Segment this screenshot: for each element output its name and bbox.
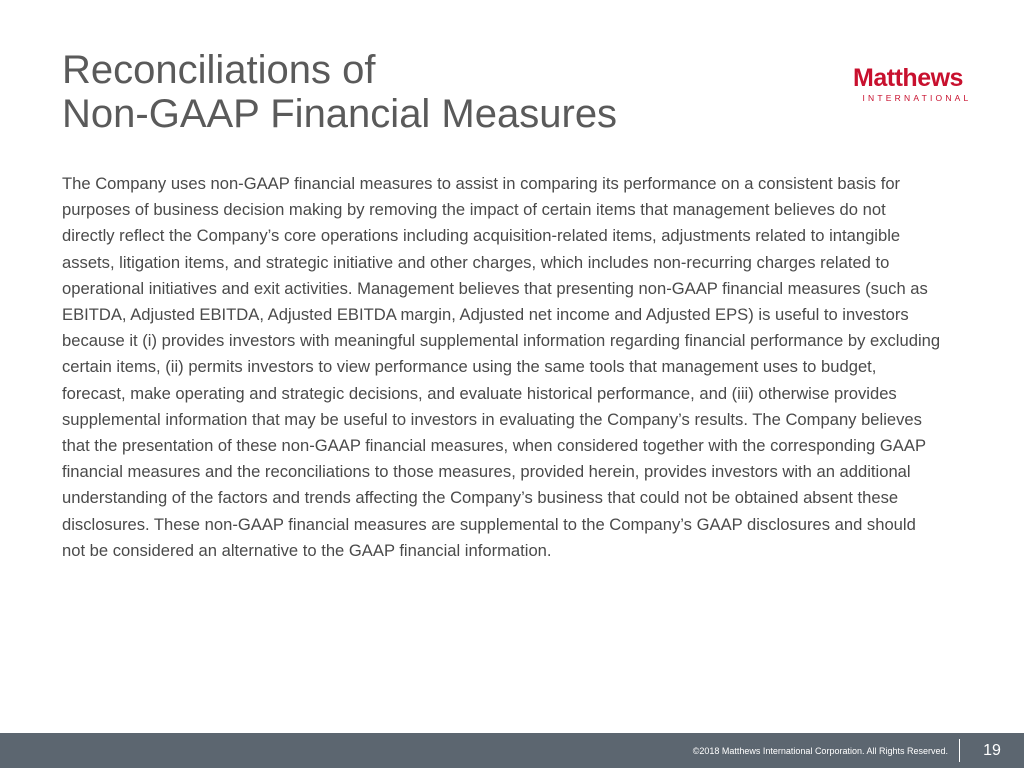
copyright-notice: ©2018 Matthews International Corporation. All Rights Reserved. <box>692 746 948 756</box>
page-number: 19 <box>983 742 1001 759</box>
slide-title <box>62 48 617 136</box>
footer-divider <box>959 739 960 762</box>
body-paragraph: The Company uses non-GAAP financial measures to assist in comparing its performance on a consistent basis for purposes of business decision making by removing the impact of certain items that management believes do not directly reflect the Company’s core operations including acquisition-related items, adjustments related to intangible assets, litigation items, and strategic initiative and other charges, which includes non-recurring charges related to operational initiatives and exit activities. Management believes that presenting non-GAAP financial measures (such as EBITDA, Adjusted EBITDA, Adjusted EBITDA margin, Adjusted net income and Adjusted EPS) is useful to investors because it (i) provides investors with meaningful supplemental information regarding financial performance by excluding certain items, (ii) permits investors to view performance using the same tools that management uses to budget, forecast, make operating and strategic decisions, and evaluate historical performance, and (iii) otherwise provides supplemental information that may be useful to investors in evaluating the Company’s results. The Company believes that the presentation of these non-GAAP financial measures, when considered together with the corresponding GAAP financial measures and the reconciliations to those measures, provided herein, provides investors with an additional understanding of the factors and trends affecting the Company’s business that could not be obtained absent these disclosures. These non-GAAP financial measures are supplemental to the Company’s GAAP disclosures and should not be considered an alternative to the GAAP financial information. <box>62 174 941 560</box>
logo-wordmark: Matthews <box>853 64 963 92</box>
slide-title-line-2: Non-GAAP Financial Measures <box>62 92 618 136</box>
logo-subtitle: INTERNATIONAL <box>862 93 972 103</box>
slide-title-line-1: Reconciliations of <box>62 48 376 92</box>
footer-bar <box>0 733 1024 768</box>
matthews-logo <box>828 64 988 114</box>
